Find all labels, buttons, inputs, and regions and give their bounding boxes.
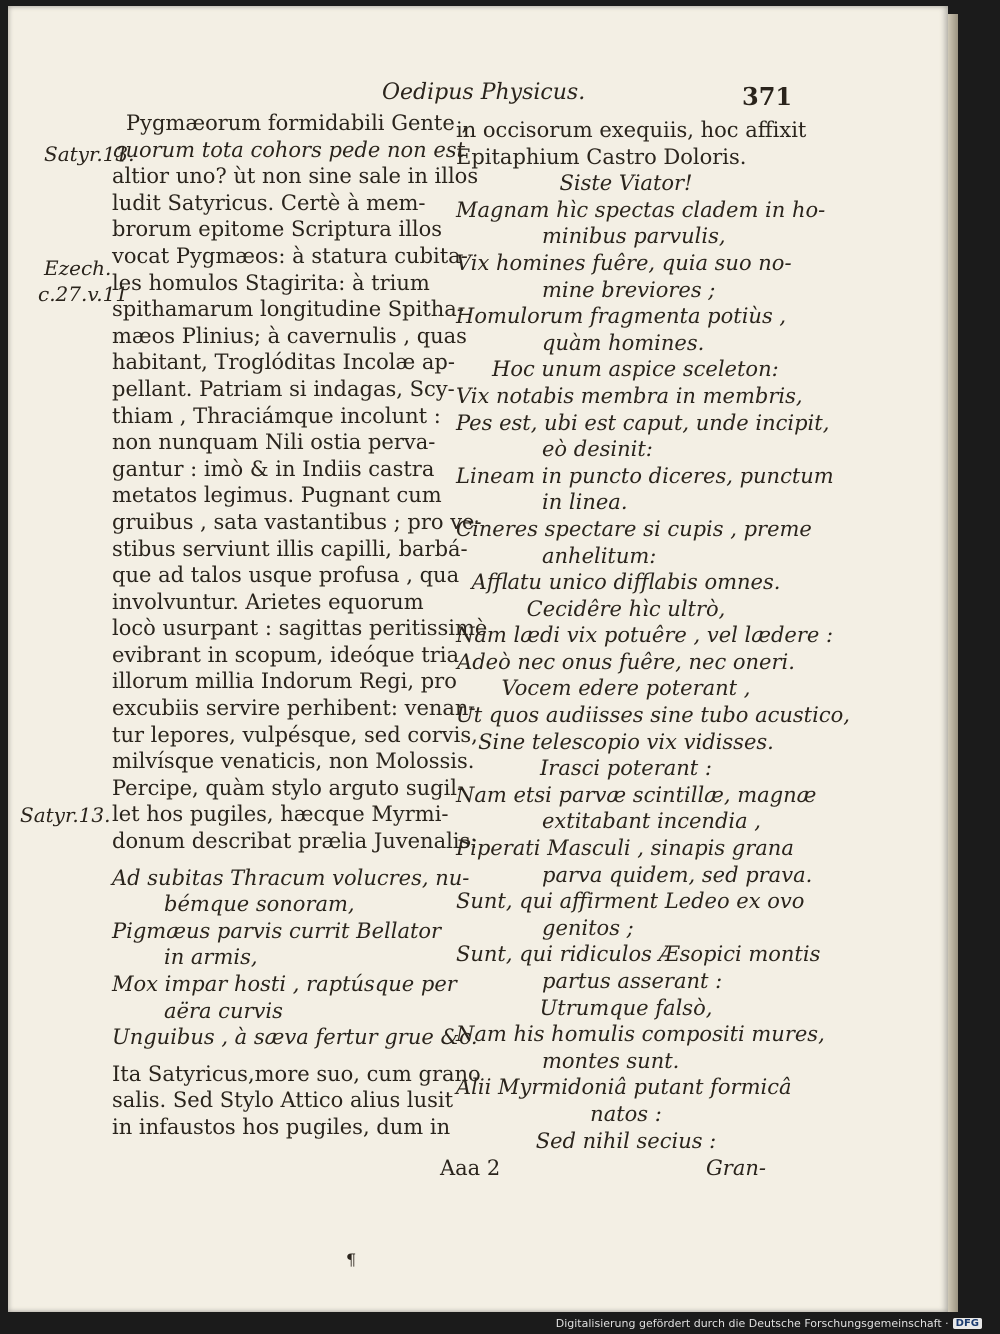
text-line: locò usurpant : sagittas peritissimè [112, 616, 488, 641]
poem-line: Cineres spectare si cupis , preme [456, 516, 812, 541]
poem-line: Piperati Masculi , sinapis grana [456, 836, 794, 861]
text-line: donum describat prælia Juvenalis: [112, 829, 478, 854]
catchword: Gran- [706, 1156, 766, 1180]
text-line: milvísque venaticis, non Molossis. [112, 749, 475, 774]
text-line: thiam , Thraciámque incolunt : [112, 403, 441, 428]
text-line: salis. Sed Stylo Attico alius lusit [112, 1088, 454, 1113]
poem-line: in linea. [542, 490, 628, 515]
poem-line: Magnam hìc spectas cladem in ho- [456, 197, 826, 222]
poem-line: anhelitum: [542, 543, 657, 568]
text-line: illorum millia Indorum Regi, pro [112, 669, 457, 694]
margin-note-chapter: c.27.v.11 [38, 282, 129, 306]
text-line: let hos pugiles, hæcque Myrmi- [112, 802, 449, 827]
poem-line: Ut quos audiisses sine tubo acustico, [456, 703, 850, 728]
page-number: 371 [742, 82, 793, 111]
text-line: evibrant in scopum, ideóque tria [112, 642, 459, 667]
text-line: quorum tota cohors pede non est [112, 137, 465, 162]
text-line: metatos legimus. Pugnant cum [112, 483, 442, 508]
text-line: vocat Pygmæos: à statura cubita- [112, 243, 468, 268]
margin-note-satyr-2: Satyr.13. [20, 803, 111, 827]
poem-line: parva quidem, sed prava. [542, 862, 813, 887]
poem-line: extitabant incendia , [542, 809, 761, 834]
juvenal-verse [112, 865, 478, 1051]
dfg-logo: DFG [953, 1318, 982, 1329]
text-line: tur lepores, vulpésque, sed corvis, [112, 722, 478, 747]
text-line: altior uno? ùt non sine sale in illos [112, 164, 479, 189]
poem-line: Sunt, qui ridiculos Æsopici montis [456, 942, 821, 967]
poem-line: Vix notabis membra in membris, [456, 383, 803, 408]
poem-line: partus asserant : [542, 969, 723, 993]
poem-line: minibus parvulis, [542, 224, 726, 249]
text-line: in infaustos hos pugiles, dum in [112, 1114, 451, 1139]
poem-line: eò desinit: [542, 437, 653, 462]
left-prose [112, 110, 488, 855]
poem-line: genitos ; [542, 915, 634, 940]
poem-line: Adeò nec onus fuêre, nec oneri. [457, 649, 795, 674]
poem-line: Pes est, ubi est caput, unde incipit, [456, 410, 830, 435]
text-line: stibus serviunt illis capilli, barbá- [112, 536, 468, 561]
text-line: gruibus , sata vastantibus ; pro ve- [112, 509, 482, 534]
poem-line: Alii Myrmidoniâ putant formicâ [456, 1075, 792, 1100]
text-line: brorum epitome Scriptura illos [112, 217, 443, 242]
text-line: gantur : imò & in Indiis castra [112, 456, 435, 481]
printer-mark: ¶ [346, 1250, 357, 1269]
verse-line: aëra curvis [164, 998, 283, 1023]
poem-line: Lineam in puncto diceres, punctum [456, 463, 834, 488]
poem-line: Afflatu unico difflabis omnes. [471, 570, 781, 595]
text-line: pellant. Patriam si indagas, Scy- [112, 376, 455, 401]
poem-line: Siste Viator! [559, 171, 693, 196]
left-column [112, 110, 488, 1141]
verse-line: Unguibus , à sæva fertur grue &c. [112, 1025, 478, 1050]
right-prose [456, 117, 807, 170]
poem-line: Vix homines fuêre, quia suo no- [456, 250, 792, 275]
poem-line: Sed nihil secius : [535, 1128, 717, 1153]
poem-line: montes sunt. [542, 1048, 680, 1073]
text-line: que ad talos usque profusa , qua [112, 563, 460, 588]
text-line: ludit Satyricus. Certè à mem- [112, 190, 426, 215]
poem-line: Utrumque falsò, [539, 995, 713, 1020]
poem-line: Homulorum fragmenta potiùs , [456, 304, 787, 329]
signature-mark: Aaa 2 [440, 1156, 501, 1180]
margin-note-satyr-1: Satyr.13. [44, 142, 135, 166]
poem-line: Nam lædi vix potuêre , vel lædere : [456, 623, 834, 648]
poem-line: natos : [590, 1101, 662, 1126]
poem-line: mine breviores ; [542, 277, 716, 302]
poem-line: Nam etsi parvæ scintillæ, magnæ [456, 782, 817, 807]
verse-line: bémque sonoram, [164, 892, 355, 917]
text-line: Epitaphium Castro Doloris. [456, 144, 747, 169]
poem-line: Hoc unum aspice sceleton: [492, 357, 779, 382]
poem-line: Cecidêre hìc ultrò, [526, 596, 726, 621]
left-prose-continued [112, 1061, 481, 1141]
running-head: Oedipus Physicus. [382, 80, 586, 105]
text-line: habitant, Troglóditas Incolæ ap- [112, 350, 455, 375]
verse-line: Pigmæus parvis currit Bellator [112, 918, 442, 943]
text-line: non nunquam Nili ostia perva- [112, 430, 436, 455]
verse-line: in armis, [164, 945, 258, 970]
verse-line: Mox impar hosti , raptúsque per [112, 972, 457, 996]
poem-line: Vocem edere poterant , [501, 676, 751, 701]
text-line: les homulos Stagirita: à trium [112, 270, 430, 295]
text-line: mæos Plinius; à cavernulis , quas [112, 323, 467, 348]
text-line: spithamarum longitudine Spitha- [112, 297, 464, 322]
poem-line: Sine telescopio vix vidisses. [478, 729, 774, 754]
text-line: involvuntur. Arietes equorum [112, 589, 424, 614]
credit-text: Digitalisierung gefördert durch die Deutsche Forschungsgemeinschaft · [555, 1316, 949, 1330]
page-edge [948, 14, 958, 1312]
poem-line: Sunt, qui affirment Ledeo ex ovo [456, 889, 805, 914]
digitization-credit [556, 1316, 982, 1330]
text-line: Percipe, quàm stylo arguto sugil- [112, 775, 465, 800]
poem-line: Nam his homulis compositi mures, [456, 1022, 825, 1047]
text-line: in occisorum exequiis, hoc affixit [456, 118, 807, 142]
margin-note-ezech: Ezech. [44, 256, 112, 280]
text-line: Pygmæorum formidabili Gente , [126, 111, 469, 135]
poem-line: quàm homines. [542, 330, 705, 355]
epitaph-poem [456, 170, 850, 1154]
right-column [456, 117, 850, 1154]
text-line: excubiis servire perhibent: venan- [112, 696, 476, 721]
poem-line: Irasci poterant : [539, 756, 712, 781]
text-line: Ita Satyricus,more suo, cum grano [112, 1061, 481, 1086]
verse-line: Ad subitas Thracum volucres, nu- [112, 865, 470, 890]
